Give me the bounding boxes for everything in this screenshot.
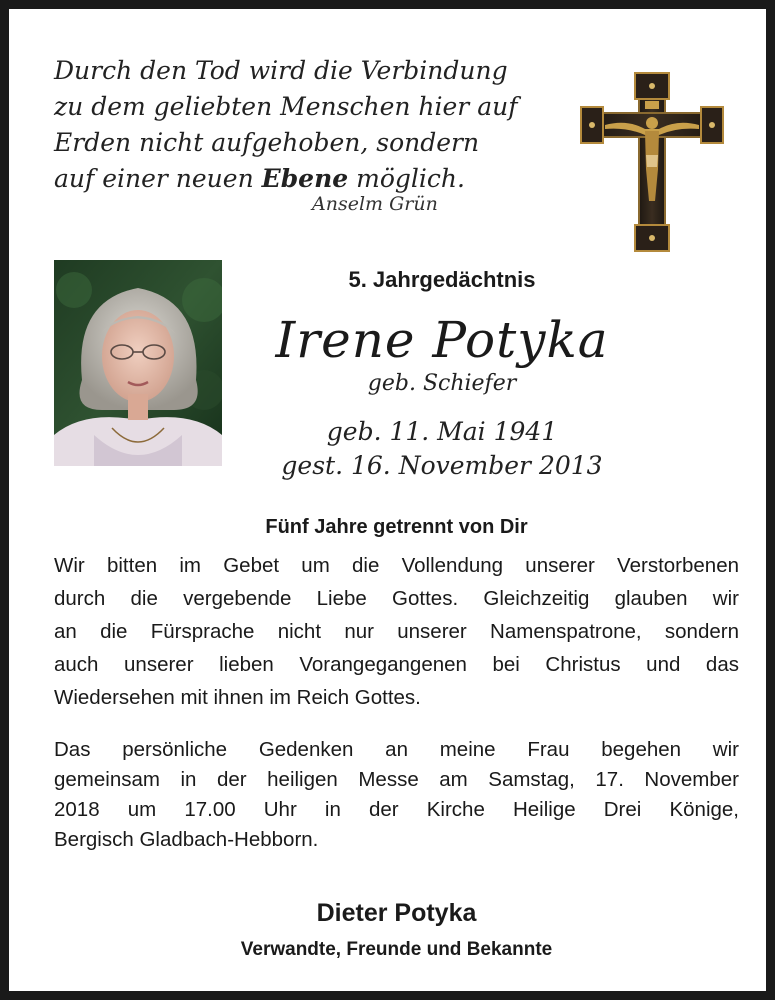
quote-line-2: zu dem geliebten Menschen hier auf xyxy=(54,92,518,121)
prayer-line: Wiedersehen mit ihnen im Reich Gottes. xyxy=(54,686,421,709)
quote-line-4 xyxy=(54,161,554,197)
quote-line-4-pre: auf einer neuen xyxy=(54,164,262,193)
epigraph-quote xyxy=(54,53,554,197)
prayer-paragraph xyxy=(54,549,739,714)
quote-line-3: Erden nicht aufgehoben, sondern xyxy=(54,128,480,157)
announcement-line: Bergisch Gladbach-Hebborn. xyxy=(54,828,319,851)
announcement-line: gemeinsam in der heiligen Messe am Samstag, 17. November xyxy=(54,768,739,791)
announcement-line: 2018 um 17.00 Uhr in der Kirche Heilige Drei Könige, xyxy=(54,798,739,821)
prayer-line: durch die vergebende Liebe Gottes. Gleichzeitig glauben wir xyxy=(54,587,739,610)
maiden-name: geb. Schiefer xyxy=(367,371,517,396)
birth-date: geb. 11. Mai 1941 xyxy=(326,417,558,446)
prayer-line: auch unserer lieben Vorangegangenen bei Christus und das xyxy=(54,653,739,676)
deceased-name: Irene Potyka xyxy=(275,311,609,369)
portrait-photo xyxy=(54,260,222,466)
message-heading: Fünf Jahre getrennt von Dir xyxy=(265,516,528,538)
mourners-line: Verwandte, Freunde und Bekannte xyxy=(240,939,553,960)
quote-line-1: Durch den Tod wird die Verbindung xyxy=(54,56,508,85)
crucifix-image xyxy=(575,69,729,255)
death-date: gest. 16. November 2013 xyxy=(281,451,603,480)
announcement-line: Das persönliche Gedenken an meine Frau begehen wir xyxy=(54,738,739,761)
prayer-line: an die Fürsprache nicht nur unserer Namenspatrone, sondern xyxy=(54,620,739,643)
quote-emphasis: Ebene xyxy=(261,164,349,193)
anniversary-title: 5. Jahrgedächtnis xyxy=(348,267,536,292)
signature-name: Dieter Potyka xyxy=(316,899,477,927)
quote-author: Anselm Grün xyxy=(312,193,438,215)
quote-line-4-post: möglich. xyxy=(348,164,465,193)
prayer-line: Wir bitten im Gebet um die Vollendung unserer Verstorbenen xyxy=(54,554,739,577)
mass-announcement xyxy=(54,735,739,855)
